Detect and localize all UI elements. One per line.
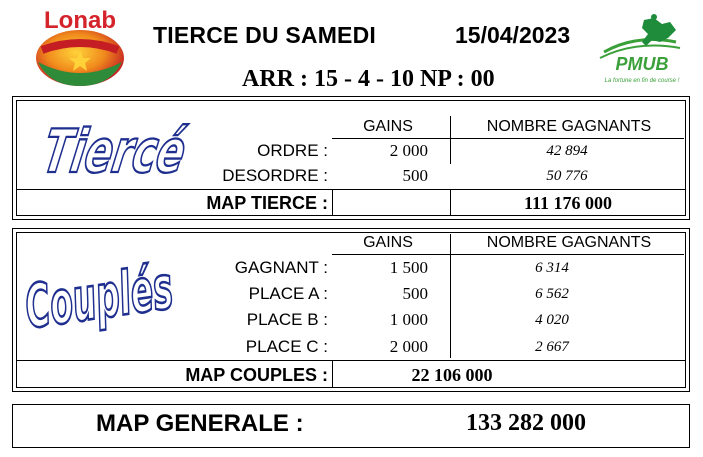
lonab-logo [30,6,130,88]
tierce-col-gains: GAINS [363,118,413,135]
couples-row-gagnants: 6 314 [535,260,569,276]
couples-col-gains: GAINS [363,234,413,251]
couples-row-gagnants: 4 020 [535,312,569,328]
tierce-row-label: ORDRE : [257,141,328,160]
tierce-col-gagnants: NOMBRE GAGNANTS [486,118,652,135]
tierce-header-rule [332,138,684,139]
couples-row-gain: 2 000 [389,337,428,356]
page-title: TIERCE DU SAMEDI [153,22,376,48]
race-date: 15/04/2023 [455,22,571,48]
lonab-logo-text: Lonab [44,7,116,34]
tierce-row-gagnants: 50 776 [546,168,588,184]
couples-row-label: PLACE A : [248,284,328,303]
couples-header-rule [332,254,684,255]
pmub-logo-text: PMUB [615,54,669,74]
couples-badge-text: Couplés [21,253,178,343]
couples-row-gain: 1 000 [389,310,428,329]
arrival-result: ARR : 15 - 4 - 10 NP : 00 [242,66,495,92]
tierce-map-rule [16,189,686,190]
tierce-col-divider [450,116,451,164]
couples-map-rule [16,360,686,361]
couples-map-value: 22 106 000 [411,365,493,385]
couples-map-divider [332,360,333,388]
couples-col-gagnants: NOMBRE GAGNANTS [486,234,652,251]
tierce-map-value: 111 176 000 [523,193,612,213]
tierce-row-gagnants: 42 894 [546,143,588,159]
tierce-map-divider [450,189,451,216]
couples-row-gain: 500 [402,284,428,303]
tierce-row-gain: 2 000 [389,141,428,160]
tierce-map-divider [332,189,333,216]
couples-row-label: GAGNANT : [234,258,328,277]
couples-badge [21,244,178,344]
tierce-badge-text: Tiercé [38,117,191,187]
couples-row-gagnants: 6 562 [535,286,569,302]
couples-col-divider [450,234,451,358]
couples-row-gagnants: 2 667 [535,339,569,355]
general-map-label: MAP GENERALE : [96,410,304,437]
tierce-row-gain: 500 [402,166,428,185]
pmub-logo [596,12,688,88]
tierce-row-label: DESORDRE : [222,166,328,185]
couples-row-label: PLACE B : [246,310,328,329]
general-map-value: 133 282 000 [466,410,586,436]
couples-row-gain: 1 500 [389,258,428,277]
tierce-map-label: MAP TIERCE : [206,193,328,213]
tierce-badge [38,108,191,187]
couples-row-label: PLACE C : [245,337,328,356]
pmub-tagline: La fortune en fin de course ! [604,78,680,84]
couples-map-label: MAP COUPLES : [185,365,328,385]
